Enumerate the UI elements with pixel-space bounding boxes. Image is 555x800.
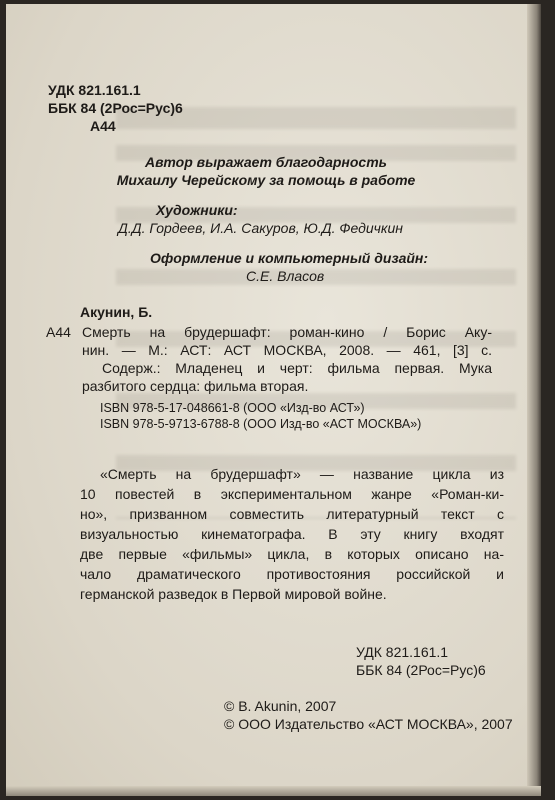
annotation-line: «Смерть на брудершафт» — название цикла из [100, 466, 504, 482]
bibliography-line-1: Смерть на брудершафт: роман-кино / Борис Аку- [82, 324, 492, 340]
design-title: Оформление и компьютерный дизайн: [150, 250, 429, 266]
bibliography-contents-1: Содерж.: Младенец и черт: фильма первая. Мука [102, 360, 492, 376]
copyright-author: © B. Akunin, 2007 [224, 698, 337, 714]
bibliography-line-2: нин. — М.: АСТ: АСТ МОСКВА, 2008. — 461, [3] с. [82, 342, 492, 358]
annotation-line: германской разведок в Первой мировой войне. [80, 586, 387, 602]
bibliography-contents-2: разбитого сердца: фильма вторая. [82, 378, 309, 394]
bibliography-code: А44 [46, 324, 71, 340]
artists-names: Д.Д. Гордеев, И.А. Сакуров, Ю.Д. Федичкин [118, 220, 403, 236]
bibliography-author: Акунин, Б. [80, 304, 153, 320]
annotation-line: но», призванном совместить литературный текст с [80, 506, 504, 522]
annotation-line: две первые «фильмы» цикла, в которых описано на- [80, 546, 504, 562]
author-code: А44 [90, 118, 116, 134]
isbn-1: ISBN 978-5-17-048661-8 (ООО «Изд-во АСТ») [100, 401, 365, 415]
annotation-line: визуальностью кинематографа. В эту книгу входят [80, 526, 504, 542]
annotation-line: чало драматического противостояния российской и [80, 566, 504, 582]
annotation-line: 10 повестей в экспериментальном жанре «Роман-ки- [80, 486, 504, 502]
artists-title: Художники: [156, 202, 238, 218]
design-name: С.Е. Власов [246, 268, 325, 284]
gratitude-line-2: Михаилу Черейскому за помощь в работе [116, 172, 416, 188]
udk-code: УДК 821.161.1 [48, 82, 141, 98]
footer-bbk-code: ББК 84 (2Рос=Рус)6 [356, 662, 486, 678]
bbk-code: ББК 84 (2Рос=Рус)6 [48, 100, 183, 116]
page-edge-shadow [527, 4, 541, 796]
gratitude-line-1: Автор выражает благодарность [145, 154, 387, 170]
isbn-2: ISBN 978-5-9713-6788-8 (ООО Изд-во «АСТ МОСКВА») [100, 417, 422, 431]
book-page [6, 4, 541, 796]
copyright-publisher: © ООО Издательство «АСТ МОСКВА», 2007 [224, 716, 513, 732]
footer-udk-code: УДК 821.161.1 [356, 644, 449, 660]
page-bottom-edge [6, 786, 541, 796]
